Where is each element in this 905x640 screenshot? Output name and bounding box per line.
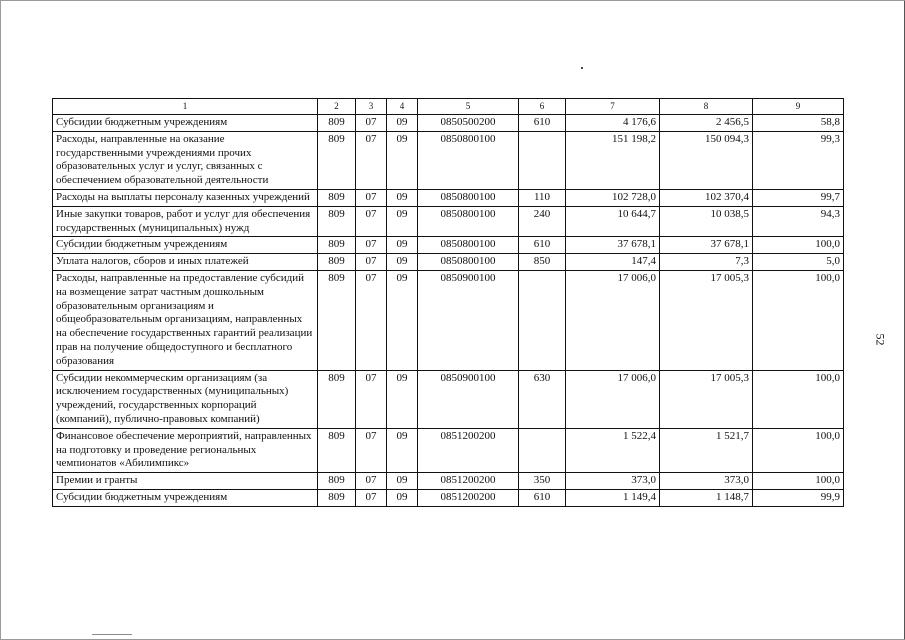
actual-amount-cell: 17 005,3 <box>660 370 753 428</box>
actual-amount-cell: 102 370,4 <box>660 189 753 206</box>
expense-type-cell: 610 <box>519 237 566 254</box>
department-code-cell: 809 <box>318 254 356 271</box>
actual-amount-cell: 17 005,3 <box>660 270 753 370</box>
actual-amount-cell: 373,0 <box>660 473 753 490</box>
section-code-cell: 07 <box>356 237 387 254</box>
table-row <box>53 270 844 370</box>
expense-name-cell: Уплата налогов, сборов и иных платежей <box>53 254 318 271</box>
expense-type-cell: 350 <box>519 473 566 490</box>
table-row <box>53 489 844 506</box>
section-code-cell: 07 <box>356 206 387 237</box>
table-body <box>53 99 844 507</box>
target-article-cell: 0850900100 <box>418 270 519 370</box>
expense-name-cell: Иные закупки товаров, работ и услуг для обеспечения государственных (муниципальных) нужд <box>53 206 318 237</box>
section-code-cell: 07 <box>356 370 387 428</box>
actual-amount-cell: 2 456,5 <box>660 115 753 132</box>
expense-type-cell: 110 <box>519 189 566 206</box>
target-article-cell: 0850900100 <box>418 370 519 428</box>
subsection-code-cell: 09 <box>387 254 418 271</box>
department-code-cell: 809 <box>318 237 356 254</box>
execution-percent-cell: 99,9 <box>753 489 844 506</box>
section-code-cell: 07 <box>356 428 387 472</box>
execution-percent-cell: 100,0 <box>753 473 844 490</box>
column-header: 7 <box>566 99 660 115</box>
table-row <box>53 473 844 490</box>
department-code-cell: 809 <box>318 189 356 206</box>
table-row <box>53 428 844 472</box>
expense-type-cell: 240 <box>519 206 566 237</box>
execution-percent-cell: 100,0 <box>753 270 844 370</box>
department-code-cell: 809 <box>318 370 356 428</box>
expense-type-cell: 850 <box>519 254 566 271</box>
planned-amount-cell: 151 198,2 <box>566 131 660 189</box>
subsection-code-cell: 09 <box>387 428 418 472</box>
planned-amount-cell: 147,4 <box>566 254 660 271</box>
planned-amount-cell: 4 176,6 <box>566 115 660 132</box>
planned-amount-cell: 37 678,1 <box>566 237 660 254</box>
section-code-cell: 07 <box>356 115 387 132</box>
execution-percent-cell: 94,3 <box>753 206 844 237</box>
actual-amount-cell: 7,3 <box>660 254 753 271</box>
expense-name-cell: Субсидии некоммерческим организациям (за исключением государственных (муниципальных) учреждений, государственных корпораций (компаний), публично-правовых компаний) <box>53 370 318 428</box>
department-code-cell: 809 <box>318 428 356 472</box>
subsection-code-cell: 09 <box>387 115 418 132</box>
expense-name-cell: Расходы, направленные на оказание государственными учреждениями прочих образовательных услуг и услуг, связанных с обеспечением образовательной деятельности <box>53 131 318 189</box>
execution-percent-cell: 100,0 <box>753 370 844 428</box>
department-code-cell: 809 <box>318 270 356 370</box>
subsection-code-cell: 09 <box>387 473 418 490</box>
column-number-row <box>53 99 844 115</box>
planned-amount-cell: 373,0 <box>566 473 660 490</box>
subsection-code-cell: 09 <box>387 237 418 254</box>
execution-percent-cell: 100,0 <box>753 237 844 254</box>
expense-name-cell: Расходы, направленные на предоставление субсидий на возмещение затрат частным дошкольным образовательным организациям и общеобразовательным организациям, направленных на обеспечение государственных гарантий реализации прав на получение общедоступного и бесплатного образования <box>53 270 318 370</box>
page-number: 52 <box>873 333 888 346</box>
target-article-cell: 0850800100 <box>418 206 519 237</box>
table-row <box>53 237 844 254</box>
expense-name-cell: Расходы на выплаты персоналу казенных учреждений <box>53 189 318 206</box>
table-row <box>53 206 844 237</box>
target-article-cell: 0850800100 <box>418 254 519 271</box>
target-article-cell: 0850800100 <box>418 237 519 254</box>
expense-name-cell: Субсидии бюджетным учреждениям <box>53 115 318 132</box>
table-row <box>53 189 844 206</box>
expense-type-cell: 610 <box>519 489 566 506</box>
table-row <box>53 254 844 271</box>
table-row <box>53 370 844 428</box>
target-article-cell: 0850800100 <box>418 189 519 206</box>
target-article-cell: 0851200200 <box>418 428 519 472</box>
expense-name-cell: Субсидии бюджетным учреждениям <box>53 237 318 254</box>
expense-type-cell: 630 <box>519 370 566 428</box>
column-header: 2 <box>318 99 356 115</box>
expense-name-cell: Финансовое обеспечение мероприятий, направленных на подготовку и проведение региональных чемпионатов «Абилимпикс» <box>53 428 318 472</box>
scan-mark <box>92 634 132 635</box>
budget-table <box>52 98 844 507</box>
target-article-cell: 0850800100 <box>418 131 519 189</box>
planned-amount-cell: 17 006,0 <box>566 370 660 428</box>
expense-name-cell: Премии и гранты <box>53 473 318 490</box>
planned-amount-cell: 17 006,0 <box>566 270 660 370</box>
actual-amount-cell: 1 148,7 <box>660 489 753 506</box>
column-header: 3 <box>356 99 387 115</box>
column-header: 5 <box>418 99 519 115</box>
department-code-cell: 809 <box>318 473 356 490</box>
section-code-cell: 07 <box>356 270 387 370</box>
subsection-code-cell: 09 <box>387 270 418 370</box>
expense-name-cell: Субсидии бюджетным учреждениям <box>53 489 318 506</box>
section-code-cell: 07 <box>356 489 387 506</box>
actual-amount-cell: 37 678,1 <box>660 237 753 254</box>
column-header: 1 <box>53 99 318 115</box>
expense-type-cell <box>519 270 566 370</box>
department-code-cell: 809 <box>318 131 356 189</box>
column-header: 6 <box>519 99 566 115</box>
expense-type-cell <box>519 428 566 472</box>
execution-percent-cell: 99,3 <box>753 131 844 189</box>
target-article-cell: 0851200200 <box>418 489 519 506</box>
planned-amount-cell: 10 644,7 <box>566 206 660 237</box>
actual-amount-cell: 10 038,5 <box>660 206 753 237</box>
execution-percent-cell: 99,7 <box>753 189 844 206</box>
execution-percent-cell: 5,0 <box>753 254 844 271</box>
table-row <box>53 115 844 132</box>
planned-amount-cell: 1 149,4 <box>566 489 660 506</box>
subsection-code-cell: 09 <box>387 370 418 428</box>
department-code-cell: 809 <box>318 489 356 506</box>
execution-percent-cell: 58,8 <box>753 115 844 132</box>
subsection-code-cell: 09 <box>387 131 418 189</box>
column-header: 4 <box>387 99 418 115</box>
subsection-code-cell: 09 <box>387 489 418 506</box>
expense-type-cell: 610 <box>519 115 566 132</box>
expense-type-cell <box>519 131 566 189</box>
planned-amount-cell: 1 522,4 <box>566 428 660 472</box>
actual-amount-cell: 1 521,7 <box>660 428 753 472</box>
planned-amount-cell: 102 728,0 <box>566 189 660 206</box>
subsection-code-cell: 09 <box>387 189 418 206</box>
section-code-cell: 07 <box>356 473 387 490</box>
target-article-cell: 0851200200 <box>418 473 519 490</box>
subsection-code-cell: 09 <box>387 206 418 237</box>
scan-speck <box>581 67 583 69</box>
column-header: 9 <box>753 99 844 115</box>
section-code-cell: 07 <box>356 189 387 206</box>
actual-amount-cell: 150 094,3 <box>660 131 753 189</box>
target-article-cell: 0850500200 <box>418 115 519 132</box>
table-row <box>53 131 844 189</box>
execution-percent-cell: 100,0 <box>753 428 844 472</box>
department-code-cell: 809 <box>318 115 356 132</box>
column-header: 8 <box>660 99 753 115</box>
section-code-cell: 07 <box>356 254 387 271</box>
section-code-cell: 07 <box>356 131 387 189</box>
department-code-cell: 809 <box>318 206 356 237</box>
